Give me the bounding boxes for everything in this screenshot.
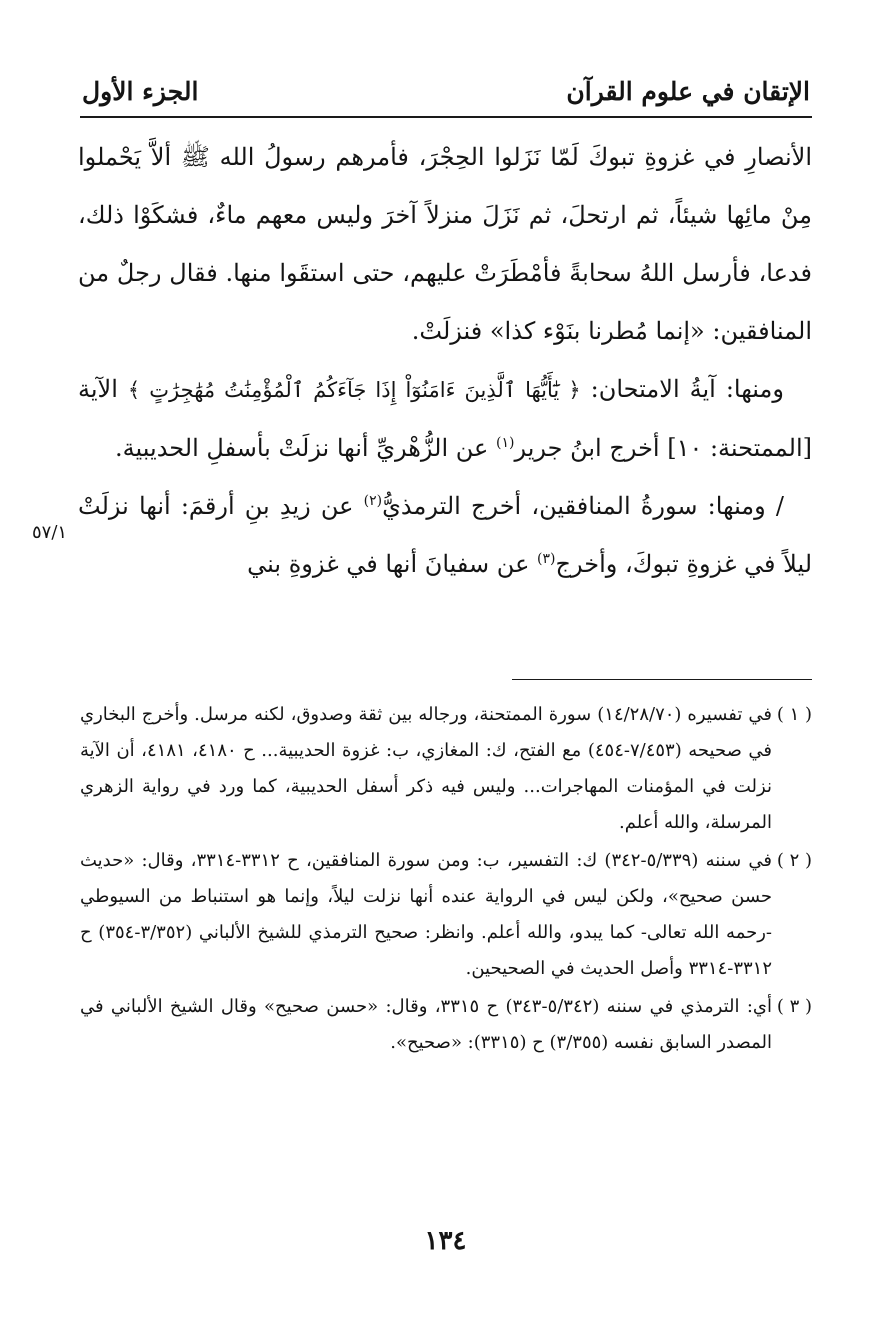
main-text: [78, 128, 812, 593]
footnote-text: في تفسيره (١٤/٢٨/٧٠) سورة الممتحنة، ورجاله بين ثقة وصدوق، لكنه مرسل. وأخرج البخاري في صحيحه (٧/٤٥٣-٤٥٤) مع الفتح، ك: المغازي، ب: غزوة الحديبية... ح ٤١٨٠، ٤١٨١، أن الآية نزلت في المؤمنات المهاجرات... وليس فيه ذكر أسفل الحديبية، كما ورد في رواية الزهري المرسلة، والله أعلم.: [80, 704, 772, 833]
footnote-1: [80, 697, 812, 841]
footnote-number: ( ٢ ): [776, 850, 812, 871]
paragraph-2: [78, 360, 812, 477]
paragraph-1: الأنصارِ في غزوةِ تبوكَ لَمّا نَزَلوا الحِجْرَ، فأمرهم رسولُ الله ﷺ ألاَّ يَحْملوا مِنْ مائِها شيئاً، ثم ارتحلَ، ثم نَزَلَ منزلاً آخرَ وليس معهم ماءٌ، فشكَوْا ذلك، فدعا، فأرسل اللهُ سحابةً فأمْطَرَتْ عليهم، حتى استقَوا منها. فقال رجلٌ من المنافقين: «إنما مُطرنا بنَوْء كذا» فنزلَتْ.: [78, 143, 813, 345]
paragraph-3: [78, 477, 812, 593]
footnote-ref-2[interactable]: (٢): [363, 493, 383, 509]
running-header: [82, 70, 810, 112]
paragraph-2-end: عن الزُّهْريِّ أنها نزلَتْ بأسفلِ الحديبية.: [115, 434, 489, 462]
footnote-number: ( ٣ ): [776, 996, 812, 1017]
volume-label: الجزء الأول: [82, 76, 199, 106]
footnote-text: أي: الترمذي في سننه (٥/٣٤٢-٣٤٣) ح ٣٣١٥، وقال: «حسن صحيح» وقال الشيخ الألباني في المصدر السابق نفسه (٣/٣٥٥) ح (٣٣١٥): «صحيح».: [80, 996, 772, 1053]
book-title: الإتقان في علوم القرآن: [566, 76, 810, 106]
page-number: ١٣٤: [424, 1226, 467, 1256]
paragraph-2-start: ومنها: آيةُ الامتحان:: [590, 375, 784, 403]
quran-verse: ﴿ يَٰٓأَيُّهَا ٱلَّذِينَ ءَامَنُوٓاْ إِذَا جَآءَكُمُ ٱلْمُؤْمِنَٰتُ مُهَٰجِرَٰتٍ ﴾: [127, 378, 581, 402]
margin-page-reference: ٥٧/١: [32, 522, 68, 543]
footnote-number: ( ١ ): [776, 704, 812, 725]
paragraph-3-end: عن سفيانَ أنها في غزوةِ بني: [247, 550, 530, 578]
footnote-ref-3[interactable]: (٣): [537, 551, 556, 567]
paragraph-3-start: / ومنها: سورةُ المنافقين، أخرج الترمذيُّ: [382, 492, 784, 520]
footnote-ref-1[interactable]: (١): [495, 435, 515, 451]
footnote-3: [80, 989, 812, 1061]
footnote-divider: [512, 679, 812, 680]
footnotes: [80, 697, 812, 1063]
paragraph-2-mid: الآية [الممتحنة: ١٠] أخرج ابنُ جرير: [78, 375, 812, 462]
footnote-2: [80, 843, 812, 987]
header-divider: [80, 116, 812, 118]
footnote-text: في سننه (٥/٣٣٩-٣٤٢) ك: التفسير، ب: ومن سورة المنافقين، ح ٣٣١٢-٣٣١٤، وقال: «حديث حسن صحيح»، ولكن ليس في الرواية عنده أنها نزلت ليلاً، وإنما هو استنباط من السيوطي -رحمه الله تعالى- كما يبدو، والله أعلم. وانظر: صحيح الترمذي للشيخ الألباني (٣/٣٥٢-٣٥٤) ح ٣٣١٢-٣٣١٤ وأصل الحديث في الصحيحين.: [80, 850, 772, 979]
paragraph-3-mid: عن زيدِ بنِ أرقمَ: أنها نزلَتْ ليلاً في غزوةِ تبوكَ، وأخرج: [78, 492, 812, 578]
